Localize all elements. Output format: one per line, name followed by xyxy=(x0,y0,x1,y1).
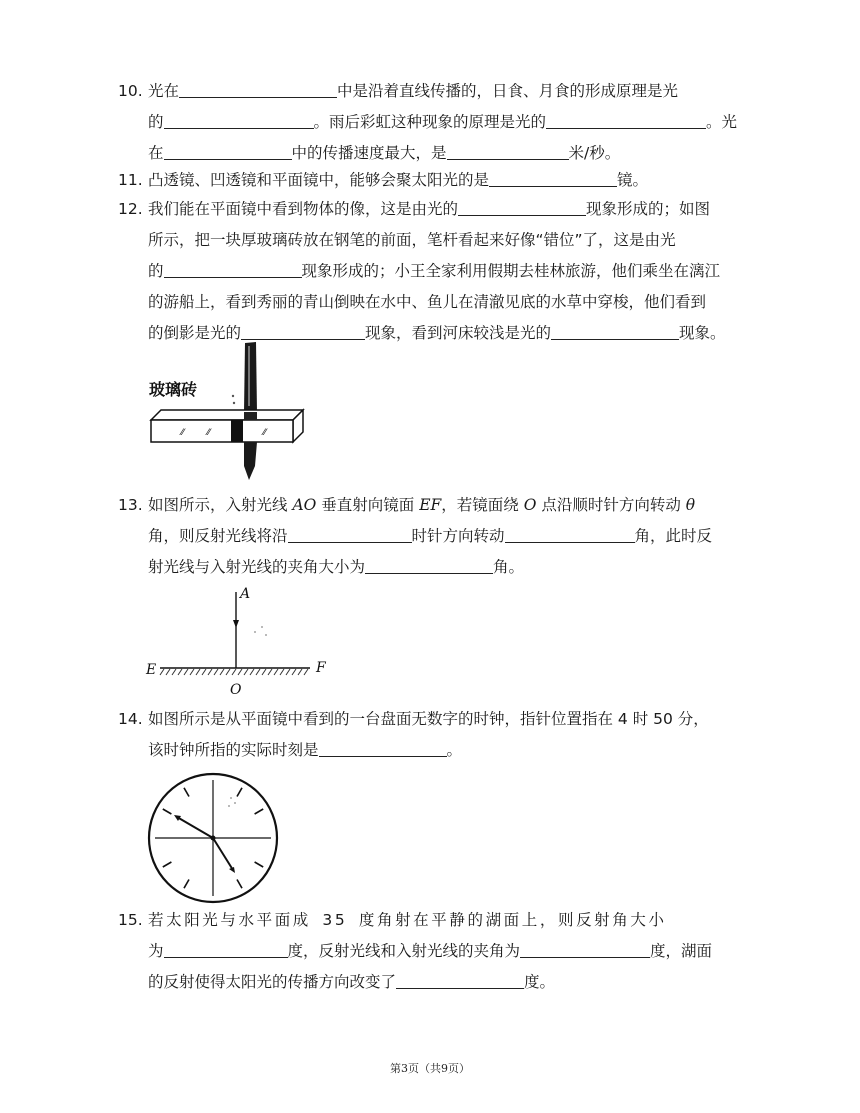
mirror-clock-figure xyxy=(145,770,281,906)
question-12: 12. 我们能在平面镜中看到物体的像，这是由光的 现象形成的；如图 所示，把一块厚玻璃砖放在钢笔的前面，笔杆看起来好像“错位”了，这是由光 的 现象形成的；小王全家利用假期去桂林旅游，他们乘坐在漓江 的游船上，看到秀丽的青山倒映在水中、鱼儿在清澈见底的水草中穿梭，他们看到 的倒影是光的 现象，看到河床较浅是光的 现象。 xyxy=(118,200,726,342)
question-13: 13. 如图所示，入射光线 AO 垂直射向镜面 EF，若镜面绕 O 点沿顺时针方向转动 θ 角，则反射光线将沿 时针方向转动 角，此时反 射光线与入射光线的夹角大小为 角。 xyxy=(118,496,713,576)
point-o-label: O xyxy=(230,682,242,697)
glass-brick-label: 玻璃砖 xyxy=(149,380,198,399)
answer-blank[interactable] xyxy=(319,740,447,757)
question-14: 14. 如图所示是从平面镜中看到的一台盘面无数字的时钟，指针位置指在 4 时 50 分， 该时钟所指的实际时刻是 。 xyxy=(118,710,709,759)
answer-blank[interactable] xyxy=(396,972,524,989)
svg-text:⁄⁄: ⁄⁄ xyxy=(263,428,267,438)
answer-blank[interactable] xyxy=(546,112,706,129)
svg-text:⁄⁄: ⁄⁄ xyxy=(207,428,211,438)
answer-blank[interactable] xyxy=(288,526,412,543)
answer-blank[interactable] xyxy=(164,941,288,958)
answer-blank[interactable] xyxy=(164,261,302,278)
point-f-label: F xyxy=(316,660,326,676)
answer-blank[interactable] xyxy=(241,323,365,340)
answer-blank[interactable] xyxy=(551,323,679,340)
point-a-label: A xyxy=(240,586,251,602)
question-15: 15. 若太阳光与水平面成 35 度角射在平静的湖面上，则反射角大小 为 度，反射光线和入射光线的夹角为 度，湖面 的反射使得太阳光的传播方向改变了 度。 xyxy=(118,911,713,991)
answer-blank[interactable] xyxy=(447,143,569,160)
svg-text:⁄⁄: ⁄⁄ xyxy=(181,428,185,438)
point-e-label: E xyxy=(146,662,157,678)
answer-blank[interactable] xyxy=(489,170,617,187)
question-10: 10. 光在 中是沿着直线传播的，日食、月食的形成原理是光 的 。雨后彩虹这种现象的原理是光的 。光 在 中的传播速度最大，是 米/秒。 xyxy=(118,82,738,162)
answer-blank[interactable] xyxy=(164,112,314,129)
answer-blank[interactable] xyxy=(458,199,586,216)
answer-blank[interactable] xyxy=(365,557,493,574)
answer-blank[interactable] xyxy=(520,941,650,958)
glass-brick-pen-figure xyxy=(145,340,315,485)
page-footer: 第3页（共9页） xyxy=(390,1062,470,1075)
answer-blank[interactable] xyxy=(164,143,292,160)
question-11: 11. 凸透镜、凹透镜和平面镜中，能够会聚太阳光的是 镜。 xyxy=(118,171,649,189)
answer-blank[interactable] xyxy=(505,526,635,543)
mirror-diagram xyxy=(140,582,340,697)
answer-blank[interactable] xyxy=(179,81,337,98)
